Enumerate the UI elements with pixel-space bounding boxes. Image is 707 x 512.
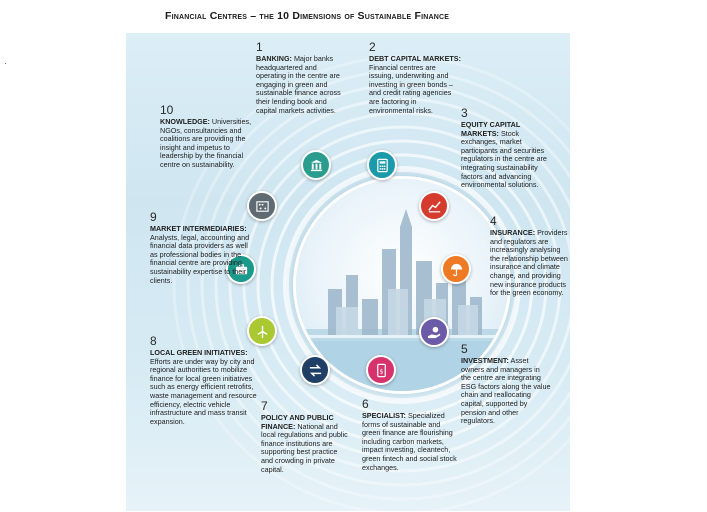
dimension-6 [362, 398, 458, 472]
dimension-number: 7 [261, 399, 268, 413]
dimension-text: Major banks headquartered and operating in the centre are engaging in green and sustainable finance across their lending book and capital markets activities. [256, 54, 341, 115]
dimension-2 [369, 41, 461, 115]
dimension-number: 3 [461, 106, 468, 120]
dimension-label: LOCAL GREEN INITIATIVES: [150, 348, 248, 357]
dimension-label: INSURANCE: [490, 228, 536, 237]
dimension-number: 8 [150, 334, 157, 348]
diagram-title: Financial Centres – the 10 Dimensions of Sustainable Finance [165, 10, 450, 22]
dimension-text: Universities, NGOs, consultancies and coalitions are providing the insight and impetus to leadership by the financial centre on sustainability. [160, 117, 252, 169]
dimension-8 [150, 335, 258, 426]
mobile-finance-icon [366, 355, 396, 385]
dimension-text: National and local regulations and public finance institutions are supporting best practice and crowding in private capital. [261, 421, 348, 474]
dimension-text: Stock exchanges, market participants and securities regulators in the centre are integrating sustainability factors and advancing environmental solutions. [461, 128, 547, 190]
svg-text:$: $ [378, 366, 384, 375]
dimension-text: Providers and regulators are increasingly analysing the relationship between insurance and climate change, and providing new insurance products for the green economy. [490, 228, 568, 298]
dimension-number: 6 [362, 397, 369, 411]
dimension-number: 9 [150, 210, 157, 224]
dimension-number: 2 [369, 40, 376, 54]
dimension-number: 4 [490, 214, 497, 228]
dimension-number: 10 [160, 103, 174, 117]
exchange-arrows-icon [300, 355, 330, 385]
dimension-text: Efforts are under way by city and regional authorities to mobilize finance for local green initiatives such as energy efficient retrofits, waste management and resource efficiency, electric vehicle infrastructure and mass transit expansion. [150, 356, 257, 426]
dimension-label: MARKET INTERMEDIARIES: [150, 224, 247, 233]
dimension-number: 5 [461, 342, 468, 356]
dimension-1 [256, 41, 348, 115]
umbrella-icon [441, 254, 471, 284]
dimension-label: DEBT CAPITAL MARKETS: [369, 54, 461, 63]
dimension-text: Asset owners and managers in the centre are integrating ESG factors along the value chain and reallocating capital, supported by pension and other regulators. [461, 356, 551, 426]
dimension-text: Financial centres are issuing, underwriting and investing in green bonds – and credit rating agencies are factoring in environmental risks. [369, 62, 453, 115]
investment-hand-icon [419, 317, 449, 347]
dimension-number: 1 [256, 40, 263, 54]
dimension-label: SPECIALIST: [362, 411, 406, 420]
calculator-icon [367, 150, 397, 180]
dimension-3 [461, 107, 551, 190]
stock-chart-icon [419, 191, 449, 221]
dimension-10 [160, 104, 256, 170]
dimension-text: Specialized forms of sustainable and green finance are flourishing including carbon markets, impact investing, cleantech, green fintech and social stock exchanges. [362, 411, 457, 472]
dimension-5 [461, 343, 551, 426]
dimension-label: EQUITY CAPITAL MARKETS: [461, 120, 521, 138]
dimension-label: INVESTMENT: [461, 356, 509, 365]
stray-dot [5, 63, 6, 64]
dimension-4 [490, 215, 568, 298]
dimension-9 [150, 211, 250, 285]
dimension-label: KNOWLEDGE: [160, 117, 210, 126]
dimension-text: Analysts, legal, accounting and financial data providers as well as professional bodies in the financial centre are providing sustainability expertise to their clients. [150, 232, 250, 285]
dimension-label: POLICY AND PUBLIC FINANCE: [261, 413, 334, 431]
dimension-label: BANKING: [256, 54, 292, 63]
abacus-icon [247, 191, 277, 221]
bank-icon [301, 150, 331, 180]
dimension-7 [261, 400, 351, 474]
